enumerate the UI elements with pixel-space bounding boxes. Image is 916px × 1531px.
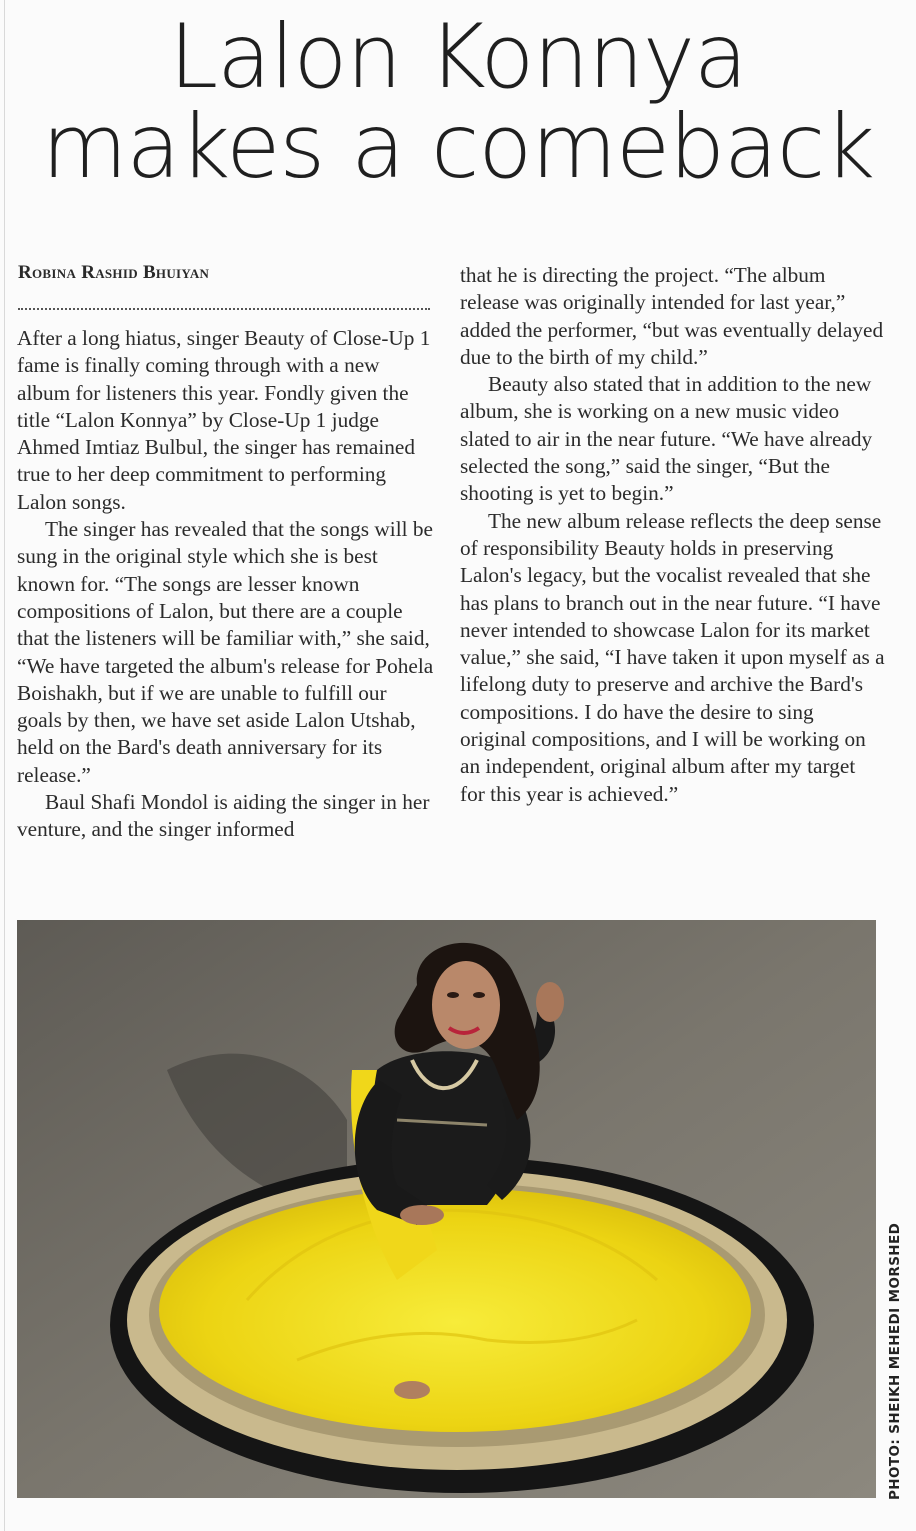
singer-photo-illustration [17, 920, 876, 1498]
paragraph: The singer has revealed that the songs will be sung in the original style which she is best known for. “The songs are lesser known compositions of Lalon, but there are a couple that the listeners will be familiar with,” she said, “We have targeted the album's release for Pohela Boishakh, but if we are unable to fulfill our goals by then, we have set aside Lalon Utshab, held on the Bard's death anniversary for its release.” [17, 517, 434, 787]
paragraph: The new album release reflects the deep sense of responsibility Beauty holds in preserving Lalon's legacy, but the vocalist revealed that she has plans to branch out in the near future. “I have never intended to showcase Lalon for its market value,” she said, “I have taken it upon myself as a lifelong duty to preserve and archive the Bard's compositions. I do have the desire to sing original compositions, and I will be working on an independent, original album after my target for this year is achieved.” [460, 508, 885, 806]
photo-credit [880, 1200, 910, 1500]
paragraph: that he is directing the project. “The album release was originally intended for last year,” added the performer, “but was eventually delayed due to the birth of my child.” [460, 263, 884, 369]
page-edge-rule [4, 0, 5, 1531]
article-column-2 [460, 262, 885, 808]
paragraph: After a long hiatus, singer Beauty of Close-Up 1 fame is finally coming through with a new album for listeners this year. Fondly given the title “Lalon Konnya” by Close-Up 1 judge Ahmed Imtiaz Bulbul, the singer has remained true to her deep commitment to performing Lalon songs. [17, 326, 431, 514]
article-column-1 [17, 325, 435, 844]
headline-line-2: makes a comeback [41, 95, 875, 198]
headline-line-1: Lalon Konnya [169, 5, 747, 108]
photo-credit-text: PHOTO: SHEIKH MEHEDI MORSHED [887, 1222, 903, 1500]
headline [0, 5, 916, 198]
article-photo [17, 920, 876, 1498]
paragraph: Beauty also stated that in addition to the new album, she is working on a new music video slated to air in the near future. “We have already selected the song,” said the singer, “But the shooting is yet to begin.” [460, 372, 873, 506]
byline-divider [18, 308, 430, 310]
paragraph: Baul Shafi Mondol is aiding the singer in her venture, and the singer informed [17, 790, 430, 842]
byline: Robina Rashid Bhuiyan [18, 262, 210, 283]
